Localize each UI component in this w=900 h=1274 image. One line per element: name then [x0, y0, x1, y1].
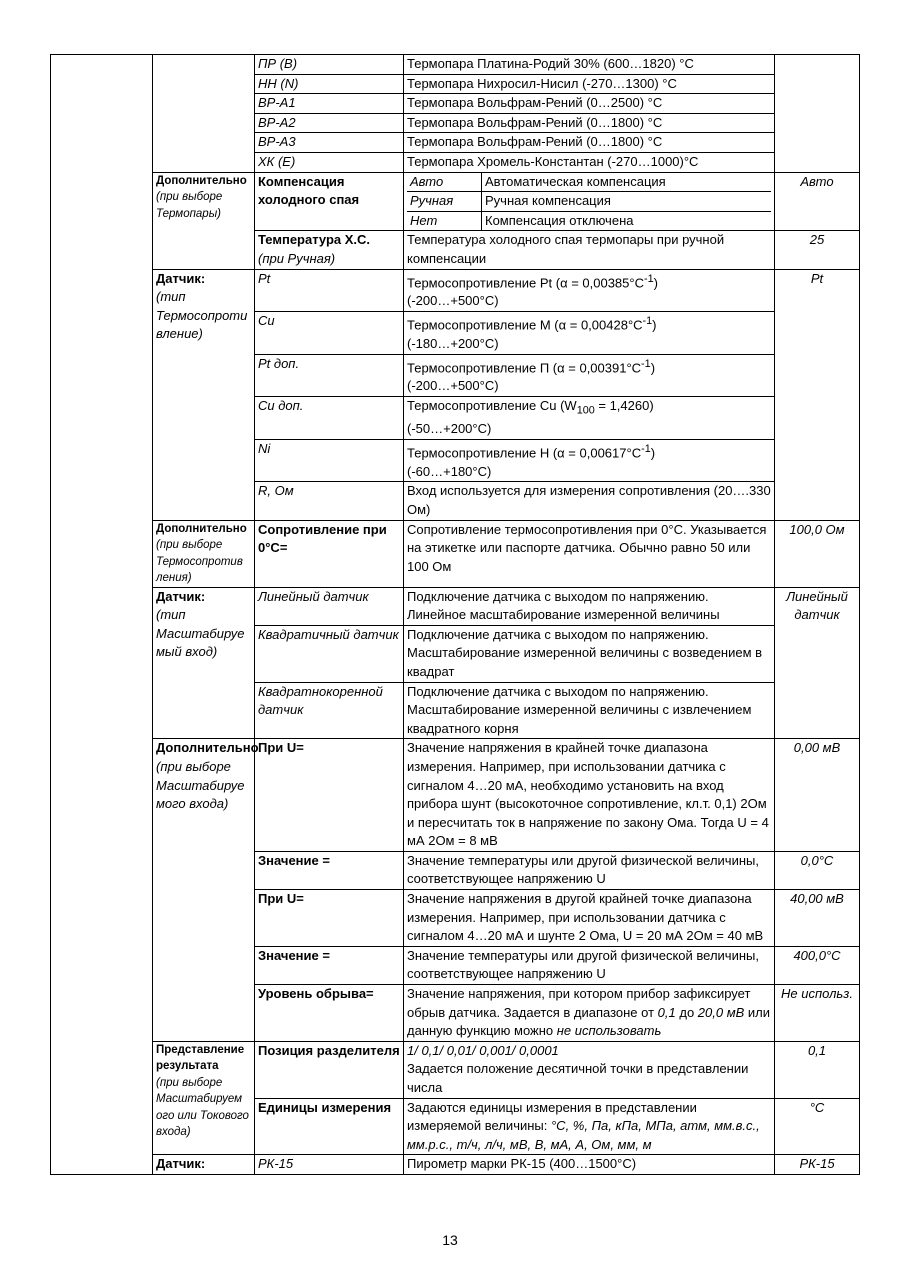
param-description: Значение напряжения, при котором прибор зафиксирует обрыв датчика. Задается в диапазоне от 0,1 до 20,0 мВ или данную функцию можно не использовать	[404, 985, 775, 1042]
table-row	[51, 520, 860, 587]
table-row	[51, 739, 860, 852]
option-description: Термосопротивление Pt $(\alpha = 0,00385^\circ С^{-1})$ (-200…+500°С)	[404, 269, 775, 312]
parameters-table	[50, 54, 860, 1175]
option-name: НН (N)	[255, 74, 404, 94]
option-name: ВР-А3	[255, 133, 404, 153]
section-label: Представление результата (при выборе Масштабируем ого или Токового входа)	[153, 1041, 255, 1155]
option-description: Термосопротивление П $(\alpha = 0,00391^\circ С^{-1})$ (-200…+500°С)	[404, 354, 775, 397]
table-row	[51, 55, 860, 75]
default-value: Pt	[775, 269, 860, 520]
option-description: Подключение датчика с выходом по напряжению. Масштабирование измеренной величины с возведением в квадрат	[404, 625, 775, 682]
default-value: °С	[775, 1098, 860, 1155]
param-label: Уровень обрыва=	[255, 985, 404, 1042]
param-label: Позиция разделителя	[255, 1041, 404, 1098]
option-key: Ручная	[407, 192, 482, 212]
default-value: 400,0°С	[775, 946, 860, 984]
option-description: Термопара Платина-Родий 30% (600…1820) °С	[404, 55, 775, 75]
option-description: Термопара Вольфрам-Рений (0…2500) °С	[404, 94, 775, 114]
compensation-options	[404, 172, 775, 231]
option-description: Пирометр марки РК-15 (400…1500°С)	[404, 1155, 775, 1175]
section-label: Датчик: (тип Термосопроти вление)	[153, 269, 255, 520]
param-description: Значение напряжения в крайней точке диапазона измерения. Например, при использовании датчика с сигналом 4…20 мА, необходимо установить на вход прибора шунт (высокоточное сопротивление, кл.т. 0,1) 2Ом и пересчитать ток в напряжение по закону Ома. Тогда U = 4 мА 2Ом = 8 мВ	[404, 739, 775, 852]
table-row	[51, 587, 860, 625]
param-description: Задаются единицы измерения в представлении измеряемой величины: °С, %, Па, кПа, МПа, атм, мм.в.с., мм.р.с., т/ч, л/ч, мВ, В, мА, А, Ом, мм, м	[404, 1098, 775, 1155]
default-value: 40,00 мВ	[775, 890, 860, 947]
param-description: Значение температуры или другой физической величины, соответствующее напряжению U	[404, 946, 775, 984]
param-label: Значение =	[255, 946, 404, 984]
param-description: Сопротивление термосопротивления при 0°С. Указывается на этикетке или паспорте датчика. Обычно равно 50 или 100 Ом	[404, 520, 775, 587]
option-description: Термопара Вольфрам-Рений (0…1800) °С	[404, 133, 775, 153]
table-row	[51, 172, 860, 231]
section-label: Дополнительно (при выборе Термосопротив ления)	[153, 520, 255, 587]
default-value: Авто	[775, 172, 860, 231]
default-value: 0,1	[775, 1041, 860, 1098]
param-label: Единицы измерения	[255, 1098, 404, 1155]
option-description: Термосопротивление Cu $(W_{100} = 1,4260)$ (-50…+200°С)	[404, 397, 775, 440]
option-description: Подключение датчика с выходом по напряжению. Масштабирование измеренной величины с извлечением квадратного корня	[404, 682, 775, 739]
option-name: Ni	[255, 439, 404, 482]
option-name: R, Ом	[255, 482, 404, 520]
option-name: Cu	[255, 312, 404, 355]
option-key: Нет	[407, 211, 482, 230]
option-name: Квадратнокоренной датчик	[255, 682, 404, 739]
default-value: 100,0 Ом	[775, 520, 860, 587]
default-value: Линейный датчик	[775, 587, 860, 739]
section-label: Датчик: (тип Масштабируе мый вход)	[153, 587, 255, 739]
option-name: ВР-А2	[255, 113, 404, 133]
option-description: Термопара Хромель-Константан (-270…1000)°С	[404, 152, 775, 172]
option-value: Автоматическая компенсация	[482, 173, 772, 192]
option-description: Термопара Нихросил-Нисил (-270…1300) °С	[404, 74, 775, 94]
option-name: РК-15	[255, 1155, 404, 1175]
param-description: Температура холодного спая термопары при ручной компенсации	[404, 231, 775, 269]
param-label: Температура Х.С. (при Ручная)	[255, 231, 404, 269]
section-label: Дополнительно (при выборе Термопары)	[153, 172, 255, 269]
option-description: Термосопротивление М $(\alpha = 0,00428^\circ С^{-1})$ (-180…+200°С)	[404, 312, 775, 355]
param-label: Сопротивление при 0°С=	[255, 520, 404, 587]
param-description: 1/ 0,1/ 0,01/ 0,001/ 0,0001 Задается положение десятичной точки в представлении числа	[404, 1041, 775, 1098]
option-name: ПР (В)	[255, 55, 404, 75]
option-key: Авто	[407, 173, 482, 192]
param-label: При U=	[255, 739, 404, 852]
option-description: Подключение датчика с выходом по напряжению. Линейное масштабирование измеренной величины	[404, 587, 775, 625]
default-value: Не использ.	[775, 985, 860, 1042]
param-description: Значение напряжения в другой крайней точке диапазона измерения. Например, при использовании датчика с сигналом 4…20 мА и шунте 2 Ома, U = 20 мА 2Ом = 40 мВ	[404, 890, 775, 947]
default-value: 0,00 мВ	[775, 739, 860, 852]
option-name: Квадратичный датчик	[255, 625, 404, 682]
option-name: Cu доп.	[255, 397, 404, 440]
table-row	[51, 1041, 860, 1098]
option-name: Pt	[255, 269, 404, 312]
page-number: 13	[442, 1232, 458, 1248]
default-value: РК-15	[775, 1155, 860, 1175]
option-description: Термопара Вольфрам-Рений (0…1800) °С	[404, 113, 775, 133]
option-value: Ручная компенсация	[482, 192, 772, 212]
param-description: Значение температуры или другой физической величины, соответствующее напряжению U	[404, 851, 775, 889]
section-label: Дополнительно (при выборе Масштабируе мого входа)	[153, 739, 255, 1042]
table-row	[51, 269, 860, 312]
option-description: Термосопротивление Н $(\alpha = 0,00617^\circ С^{-1})$ (-60…+180°С)	[404, 439, 775, 482]
option-value: Компенсация отключена	[485, 212, 634, 228]
left-margin-column	[51, 55, 153, 1175]
option-description: Вход используется для измерения сопротивления (20….330 Ом)	[404, 482, 775, 520]
default-value: 0,0°С	[775, 851, 860, 889]
param-label: При U=	[255, 890, 404, 947]
option-name: Линейный датчик	[255, 587, 404, 625]
option-name: ВР-А1	[255, 94, 404, 114]
default-value: 25	[775, 231, 860, 269]
param-label: Компенсация холодного спая	[255, 172, 404, 231]
option-name: ХК (Е)	[255, 152, 404, 172]
table-row	[51, 1155, 860, 1175]
section-label: Датчик:	[153, 1155, 255, 1175]
option-name: Pt доп.	[255, 354, 404, 397]
param-label: Значение =	[255, 851, 404, 889]
